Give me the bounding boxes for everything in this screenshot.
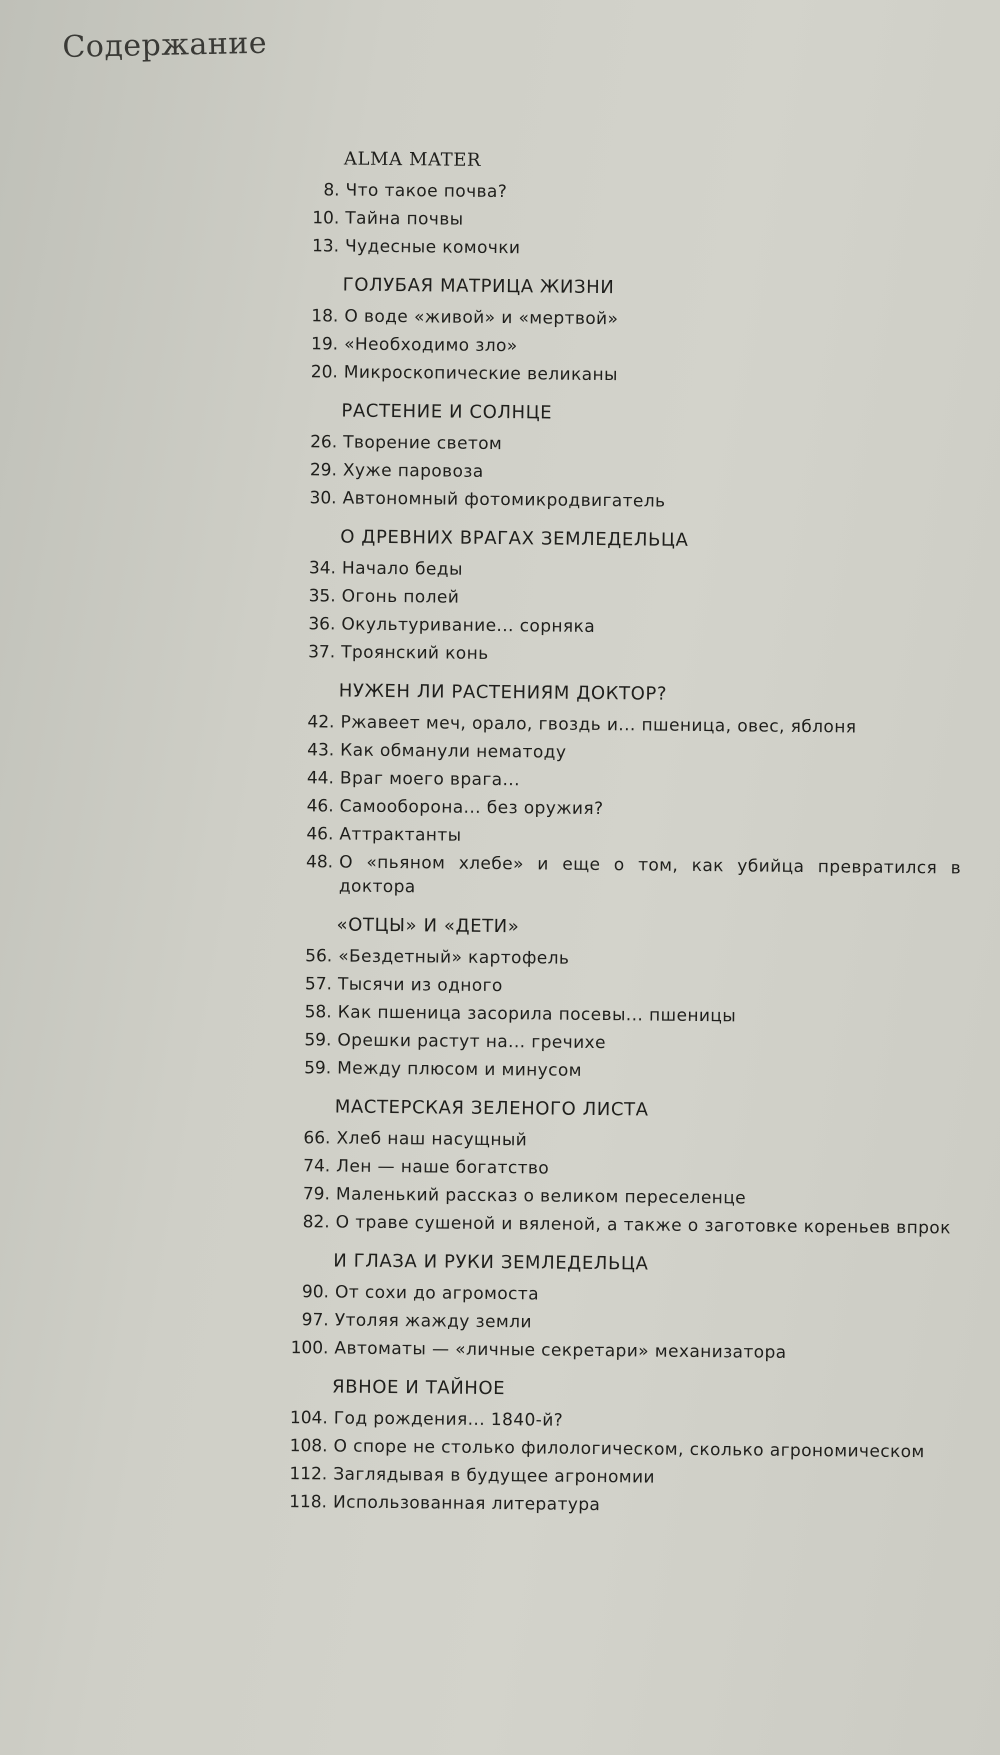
entry-title: Чудесные комочки: [344, 236, 521, 259]
section-heading: ALMA MATER: [343, 148, 482, 171]
toc-entry: [280, 972, 960, 1003]
toc-entry: [280, 1000, 960, 1031]
toc-entry: [281, 822, 961, 853]
section-heading: НУЖЕН ЛИ РАСТЕНИЯМ ДОКТОР?: [338, 680, 668, 705]
page-number: 118.: [289, 1492, 328, 1513]
toc-entry: [275, 1462, 955, 1493]
page-number: 10.: [312, 208, 340, 229]
entry-title: О траве сушеной и вяленой, а также о заготовке кореньев впрок: [335, 1212, 951, 1239]
entry-title: Как пшеница засорила посевы... пшеницы: [337, 1002, 737, 1027]
toc-entry: [276, 1336, 956, 1367]
page-number: 44.: [306, 768, 335, 789]
section-heading: «ОТЦЫ» И «ДЕТИ»: [336, 914, 520, 938]
toc-entry: [278, 1126, 958, 1157]
entry-title: Использованная литература: [332, 1492, 601, 1516]
toc-entry: [275, 1490, 955, 1521]
entry-title: Творение светом: [343, 432, 503, 455]
page-number: 82.: [302, 1212, 330, 1233]
table-of-contents: [275, 148, 968, 1536]
section-heading: РАСТЕНИЕ И СОЛНЦЕ: [341, 400, 553, 424]
page-number: 46.: [306, 824, 334, 845]
page-number: 59.: [304, 1030, 332, 1051]
entry-title: Лен — наше богатство: [336, 1156, 550, 1179]
page-number: 13.: [311, 236, 340, 257]
toc-entry: [283, 640, 963, 671]
page-number: 18.: [311, 306, 339, 327]
page-number: 36.: [308, 614, 336, 635]
toc-entry: [287, 206, 967, 237]
toc-entry: [284, 584, 964, 615]
section-heading: И ГЛАЗА И РУКИ ЗЕМЛЕДЕЛЬЦА: [333, 1250, 649, 1275]
page-number: 66.: [303, 1128, 331, 1149]
page-number: 35.: [308, 586, 336, 607]
toc-entry: [284, 556, 964, 587]
page-number: 90.: [301, 1282, 330, 1303]
entry-title: Орешки растут на... гречихе: [337, 1030, 607, 1054]
page-number: 74.: [303, 1156, 331, 1177]
toc-entry: [279, 1056, 959, 1087]
page-number: 30.: [309, 488, 337, 509]
toc-entry: [287, 178, 967, 209]
toc-section: [278, 1096, 959, 1241]
toc-section: [285, 400, 966, 517]
toc-entry: [282, 794, 962, 825]
page-number: 43.: [307, 740, 335, 761]
page-number: 46.: [306, 796, 334, 817]
entry-title: «Бездетный» картофель: [338, 946, 570, 969]
section-heading: О ДРЕВНИХ ВРАГАХ ЗЕМЛЕДЕЛЬЦА: [340, 526, 689, 551]
toc-section: [286, 274, 967, 391]
page-number: 59.: [304, 1058, 332, 1079]
entry-title: Ржавеет меч, орало, гвоздь и... пшеница, овес, яблоня: [340, 712, 857, 738]
toc-entry: [278, 1210, 958, 1241]
toc-entry: [286, 304, 966, 335]
page-number: 29.: [309, 460, 338, 481]
entry-title: Огонь полей: [341, 586, 460, 608]
page-number: 112.: [289, 1464, 328, 1485]
page-number: 34.: [308, 558, 337, 579]
toc-entry: [285, 458, 965, 489]
page-number: 48.: [306, 852, 334, 873]
toc-entry: [287, 234, 967, 265]
entry-title: Враг моего врага...: [339, 768, 521, 791]
entry-title: Заглядывая в будущее агрономии: [333, 1464, 656, 1488]
toc-entry: [280, 944, 960, 975]
page-number: 100.: [290, 1338, 329, 1359]
toc-entry: [281, 850, 961, 905]
page-title: Содержание: [62, 25, 268, 65]
page-number: 57.: [304, 974, 333, 995]
entry-title: От сохи до агромоста: [334, 1282, 540, 1305]
page-number: 104.: [289, 1408, 328, 1429]
entry-title: О «пьяном хлебе» и еще о том, как убийца превратился в доктора: [338, 852, 962, 898]
page-number: 37.: [308, 642, 336, 663]
entry-title: Утоляя жажду земли: [334, 1310, 532, 1333]
entry-title: О споре не столько филологическом, сколько агрономическом: [333, 1436, 925, 1463]
page-number: 56.: [305, 946, 333, 967]
entry-title: «Необходимо зло»: [344, 334, 518, 357]
toc-section: [279, 914, 961, 1087]
toc-section: [276, 1250, 957, 1367]
entry-title: Аттрактанты: [339, 824, 462, 846]
toc-entry: [279, 1028, 959, 1059]
toc-entry: [277, 1280, 957, 1311]
toc-entry: [285, 430, 965, 461]
entry-title: Автономный фотомикродвигатель: [342, 488, 666, 512]
page-number: 108.: [289, 1436, 328, 1457]
entry-title: Микроскопические великаны: [343, 362, 618, 386]
entry-title: Троянский конь: [341, 642, 489, 664]
page-number: 79.: [302, 1184, 331, 1205]
entry-title: Хлеб наш насущный: [336, 1128, 528, 1151]
toc-section: [275, 1376, 956, 1521]
toc-section: [283, 526, 964, 671]
toc-section: [287, 148, 968, 265]
toc-section: [281, 680, 963, 905]
page-number: 58.: [304, 1002, 332, 1023]
toc-entry: [278, 1154, 958, 1185]
entry-title: Год рождения... 1840-й?: [333, 1408, 564, 1431]
page-number: 26.: [310, 432, 338, 453]
entry-title: Окультуривание... сорняка: [341, 614, 596, 637]
toc-entry: [286, 360, 966, 391]
page-number: 8.: [323, 180, 340, 201]
section-heading: ЯВНОЕ И ТАЙНОЕ: [332, 1376, 506, 1400]
page-number: 19.: [310, 334, 339, 355]
toc-entry: [285, 486, 965, 517]
entry-title: Самооборона... без оружия?: [339, 796, 604, 820]
page-number: 97.: [301, 1310, 329, 1331]
page-number: 20.: [310, 362, 338, 383]
toc-entry: [275, 1434, 955, 1465]
toc-entry: [276, 1406, 956, 1437]
toc-entry: [282, 766, 962, 797]
entry-title: Автоматы — «личные секретари» механизатора: [334, 1338, 787, 1363]
entry-title: Между плюсом и минусом: [337, 1058, 583, 1081]
entry-title: Тысячи из одного: [337, 974, 503, 997]
entry-title: Как обманули нематоду: [340, 740, 567, 763]
section-heading: МАСТЕРСКАЯ ЗЕЛЕНОГО ЛИСТА: [334, 1096, 649, 1121]
toc-entry: [286, 332, 966, 363]
entry-title: Маленький рассказ о великом переселенце: [335, 1184, 747, 1209]
entry-title: О воде «живой» и «мертвой»: [344, 306, 619, 330]
entry-title: Что такое почва?: [345, 180, 508, 203]
page-number: 42.: [307, 712, 335, 733]
entry-title: Тайна почвы: [345, 208, 464, 230]
section-heading: ГОЛУБАЯ МАТРИЦА ЖИЗНИ: [342, 274, 615, 299]
toc-entry: [283, 612, 963, 643]
entry-title: Хуже паровоза: [342, 460, 484, 482]
toc-entry: [278, 1182, 958, 1213]
toc-entry: [282, 738, 962, 769]
entry-title: Начало беды: [341, 558, 463, 580]
toc-entry: [277, 1308, 957, 1339]
toc-entry: [282, 710, 962, 741]
